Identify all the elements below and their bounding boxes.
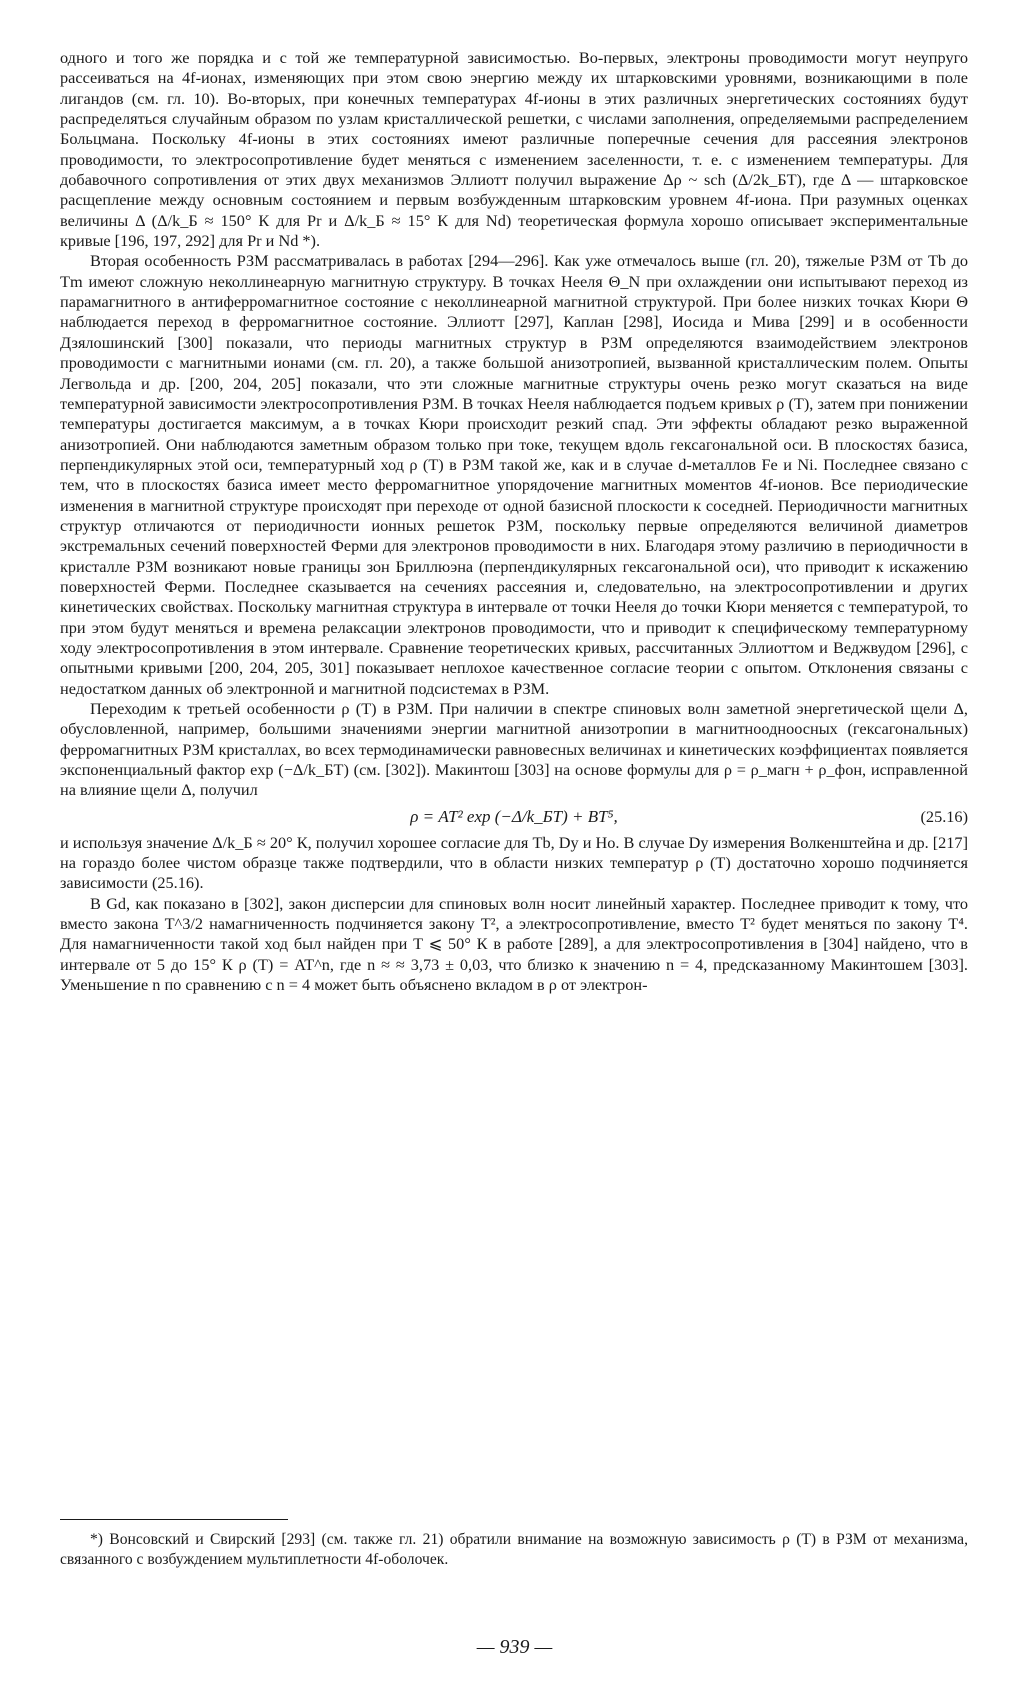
- equation-text: ρ = AT² exp (−Δ/k_БT) + BT⁵,: [410, 806, 618, 826]
- paragraph-3: Переходим к третьей особенности ρ (T) в РЗМ. При наличии в спектре спиновых волн заметной энергетической щели Δ, обусловленной, например, большими значениями энергии магнитной анизотропии в магнитноодноосных (гексагональных) ферромагнитных РЗМ кристаллах, во всех термодинамически равновесных величинах и кинетических коэффициентах появляется экспоненциальный фактор exp (−Δ/k_БT) (см. [302]). Макинтош [303] на основе формулы для ρ = ρ_магн + ρ_фон, исправленной на влияние щели Δ, получил: [60, 699, 968, 800]
- equation-number: (25.16): [920, 806, 968, 826]
- paragraph-1: одного и того же порядка и с той же температурной зависимостью. Во-первых, электроны проводимости могут неупруго рассеиваться на 4f-ионах, изменяющих при этом свою энергию между их штарковскими уровнями, возникающими в поле лигандов (см. гл. 10). Во-вторых, при конечных температурах 4f-ионы в этих различных энергетических состояниях будут распределяться случайным образом по узлам кристаллической решетки, с числами заполнения, определяемыми распределением Больцмана. Поскольку 4f-ионы в этих состояниях имеют различные поперечные сечения для рассеяния электронов проводимости, то электросопротивление будет меняться с изменением заселенности, т. е. с изменением температуры. Для добавочного сопротивления от этих двух механизмов Эллиотт получил выражение Δρ ~ sch (Δ/2k_БT), где Δ — штарковское расщепление между основным состоянием и первым возбужденным штарковским уровнем 4f-иона. При разумных оценках величины Δ (Δ/k_Б ≈ 150° К для Pr и Δ/k_Б ≈ 15° К для Nd) теоретическая формула хорошо описывает экспериментальные кривые [196, 197, 292] для Pr и Nd *).: [60, 48, 968, 251]
- footnote-text: *) Вонсовский и Свирский [293] (см. также гл. 21) обратили внимание на возможную зависимость ρ (T) в РЗМ от механизма, связанного с возбуждением мультиплетности 4f-оболочек.: [60, 1531, 968, 1568]
- page-number: — 939 —: [476, 1636, 553, 1658]
- footnote-divider: [60, 1519, 288, 1520]
- paragraph-4: и используя значение Δ/k_Б ≈ 20° К, получил хорошее согласие для Tb, Dy и Ho. В случае Dy измерения Волкенштейна и др. [217] на гораздо более чистом образце также подтвердили, что в области низких температур ρ (T) достаточно хорошо подчиняется зависимости (25.16).: [60, 832, 968, 893]
- footnote: [60, 1530, 968, 1570]
- paragraph-2: Вторая особенность РЗМ рассматривалась в работах [294—296]. Как уже отмечалось выше (гл. 20), тяжелые РЗМ от Tb до Tm имеют сложную неколлинеарную магнитную структуру. В точках Нееля Θ_N при охлаждении они испытывают переход из парамагнитного в антиферромагнитное состояние с неколлинеарной магнитной структурой. При более низких точках Кюри Θ наблюдается переход в ферромагнитное состояние. Эллиотт [297], Каплан [298], Иосида и Мива [299] и в особенности Дзялошинский [300] показали, что периоды магнитных структур в РЗМ определяются взаимодействием электронов проводимости с магнитными ионами (см. гл. 20), а также большой анизотропией, вызванной кристаллическим полем. Опыты Легвольда и др. [200, 204, 205] показали, что эти сложные магнитные структуры очень резко могут сказаться на виде температурной зависимости электросопротивления РЗМ. В точках Нееля наблюдается подъем кривых ρ (T), затем при понижении температуры достигается максимум, а в точках Кюри происходит резкий спад. Эти эффекты обладают резко выраженной анизотропией. Они наблюдаются заметным образом только при токе, текущем вдоль гексагональной оси. В плоскостях базиса, перпендикулярных этой оси, температурный ход ρ (T) в РЗМ такой же, как и в случае d-металлов Fe и Ni. Последнее связано с тем, что в плоскостях базиса имеет место ферромагнитное упорядочение магнитных моментов 4f-ионов. Все периодические изменения в магнитной структуре происходят при переходе от одной базисной плоскости к соседней. Периодичности магнитных структур отличаются от периодичности ионных решеток РЗМ, поскольку первые определяются величиной диаметров экстремальных сечений поверхностей Ферми для электронов проводимости в них. Благодаря этому различию в периодичности в кристалле РЗМ возникают новые границы зон Бриллюэна (перпендикулярных гексагональной оси), что приводит к искажению поверхностей Ферми. Последнее сказывается на сечениях рассеяния и, следовательно, на электросопротивлении и других кинетических свойствах. Поскольку магнитная структура в интервале от точки Нееля до точки Кюри меняется с температурой, то при этом будут меняться и времена релаксации электронов проводимости, что и приводит к специфическому температурному ходу электросопротивления в этом интервале. Сравнение теоретических кривых, рассчитанных Эллиоттом и Веджвудом [296], с опытными кривыми [200, 204, 205, 301] показывает неплохое качественное согласие теории с опытом. Отклонения связаны с недостатком данных об электронной и магнитной подсистемах в РЗМ.: [60, 251, 968, 698]
- page-body: [60, 48, 968, 995]
- equation-25-16: [60, 803, 968, 831]
- paragraph-5: В Gd, как показано в [302], закон дисперсии для спиновых волн носит линейный характер. Последнее приводит к тому, что вместо закона T^3/2 намагниченность подчиняется закону T², а электросопротивление, вместо T² будет меняться по закону T⁴. Для намагниченности такой ход был найден при T ⩽ 50° К в работе [289], а для электросопротивления в [304] найдено, что в интервале от 5 до 15° К ρ (T) = AT^n, где n ≈ ≈ 3,73 ± 0,03, что близко к значению n = 4, предсказанному Макинтошем [303]. Уменьшение n по сравнению с n = 4 может быть объяснено вкладом в ρ от электрон-: [60, 893, 968, 995]
